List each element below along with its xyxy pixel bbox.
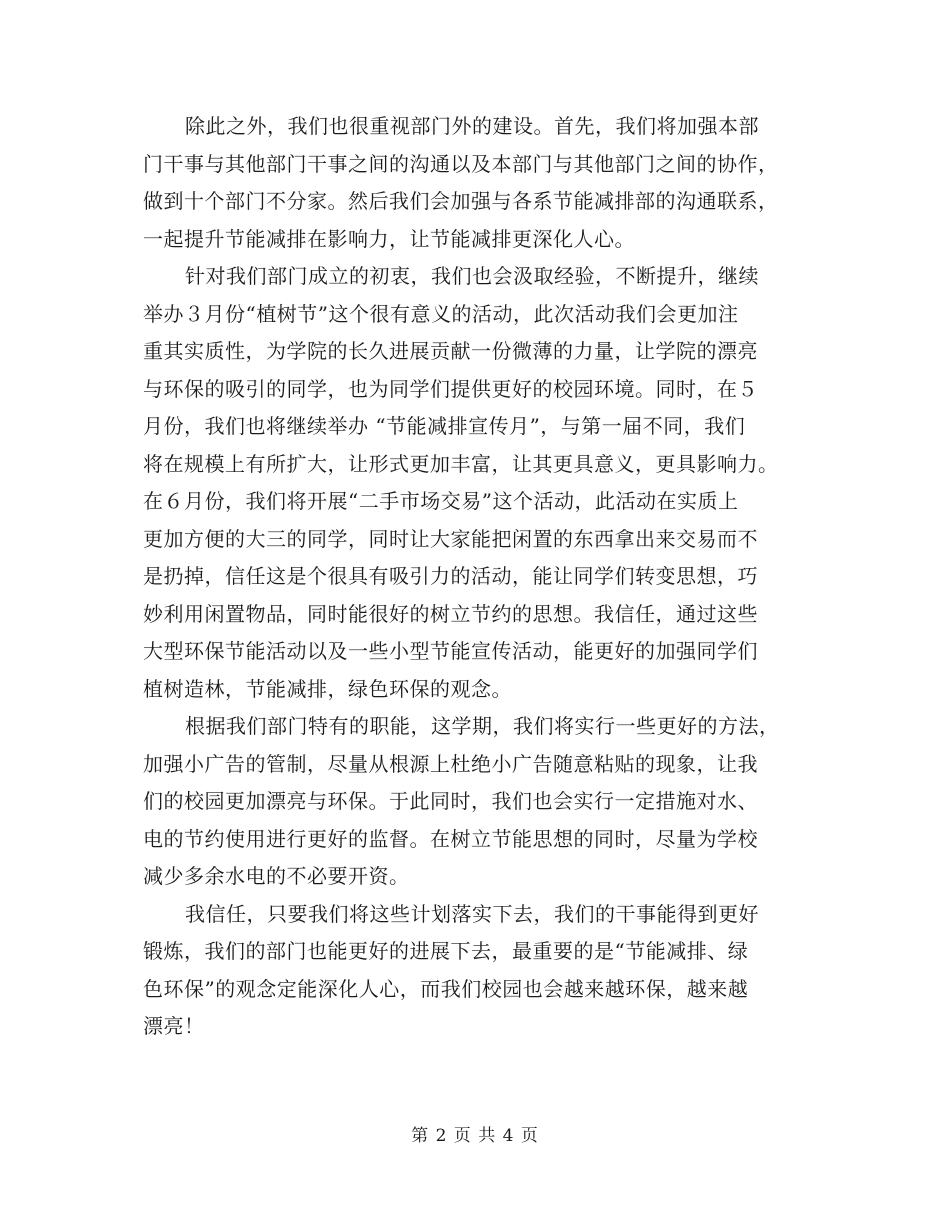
text-line: 锻炼，我们的部门也能更好的进展下去，最重要的是“节能减排、绿 — [143, 939, 749, 963]
text-line: 根据我们部门特有的职能，这学期，我们将实行一些更好的方法， — [185, 714, 780, 738]
document-body — [143, 108, 811, 1046]
text-line: 是扔掉，信任这是个很具有吸引力的活动，能让同学们转变思想，巧 — [143, 564, 758, 588]
text-line: 减少多余水电的不必要开资。 — [143, 864, 410, 888]
paragraph-4 — [143, 896, 811, 1046]
text-line: 在６月份，我们将开展“二手市场交易”这个活动，此活动在实质上 — [143, 489, 739, 513]
paragraph-1 — [143, 108, 811, 258]
text-line: 们的校园更加漂亮与环保。于此同时，我们也会实行一定措施对水、 — [143, 789, 758, 813]
text-line: 月份，我们也将继续举办 “节能减排宣传月”，与第一届不同，我们 — [143, 414, 746, 438]
text-line: 色环保”的观念定能深化人心，而我们校园也会越来越环保，越来越 — [143, 976, 749, 1001]
text-line: 我信任，只要我们将这些计划落实下去，我们的干事能得到更好 — [185, 901, 759, 926]
text-line: 加强小广告的管制，尽量从根源上杜绝小广告随意粘贴的现象，让我 — [143, 751, 758, 776]
text-line: 更加方便的大三的同学，同时让大家能把闲置的东西拿出来交易而不 — [143, 526, 758, 551]
text-line: 妙利用闲置物品，同时能很好的树立节约的思想。我信任，通过这些 — [143, 601, 758, 626]
page-number-footer: 第 2 页 共 4 页 — [411, 1126, 539, 1146]
text-line: 门干事与其他部门干事之间的沟通以及本部门与其他部门之间的协作， — [143, 151, 779, 176]
text-line: 电的节约使用进行更好的监督。在树立节能思想的同时，尽量为学校 — [143, 826, 758, 851]
paragraph-3 — [143, 708, 811, 896]
text-line: 大型环保节能活动以及一些小型节能宣传活动，能更好的加强同学们 — [143, 639, 758, 663]
text-line: 一起提升节能减排在影响力，让节能减排更深化人心。 — [143, 226, 635, 251]
text-line: 针对我们部门成立的初衷，我们也会汲取经验，不断提升，继续 — [185, 264, 759, 288]
text-line: 除此之外，我们也很重视部门外的建设。首先，我们将加强本部 — [185, 114, 759, 138]
paragraph-2 — [143, 258, 811, 708]
text-line: 举办３月份“植树节”这个很有意义的活动，此次活动我们会更加注 — [143, 301, 739, 326]
text-line: 与环保的吸引的同学，也为同学们提供更好的校园环境。同时，在５ — [143, 376, 758, 401]
text-line: 漂亮！ — [143, 1014, 205, 1038]
text-line: 做到十个部门不分家。然后我们会加强与各系节能减排部的沟通联系， — [143, 189, 779, 213]
text-line: 植树造林，节能减排，绿色环保的观念。 — [143, 676, 512, 701]
text-line: 将在规模上有所扩大，让形式更加丰富，让其更具意义，更具影响力。 — [143, 451, 779, 476]
text-line: 重其实质性，为学院的长久进展贡献一份微薄的力量，让学院的漂亮 — [143, 339, 758, 363]
